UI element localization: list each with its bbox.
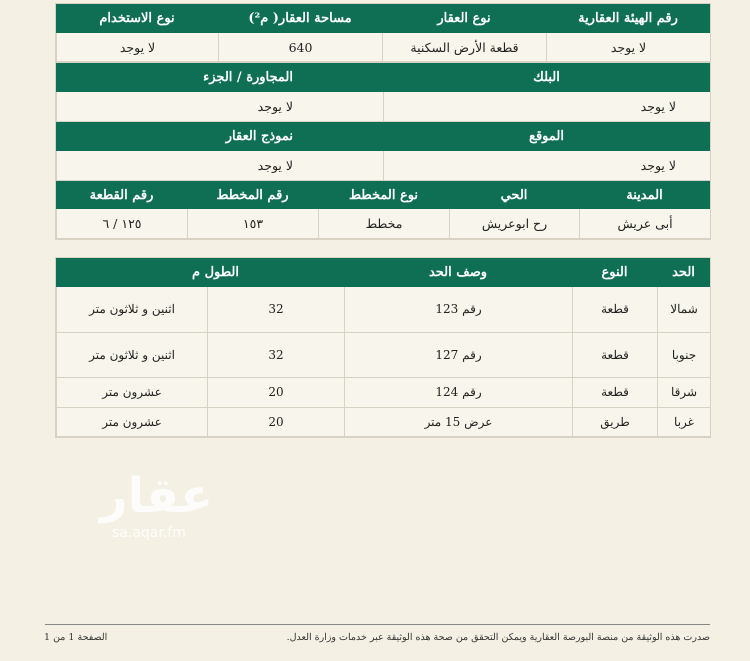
header-plan-type: نوع المخطط (318, 181, 449, 209)
header-area: مساحة العقار( م²) (218, 4, 382, 33)
value-plan-number: ١٥٣ (187, 209, 318, 239)
cell-description: رقم 127 (344, 333, 572, 378)
watermark-logo: عقار (100, 468, 213, 524)
header-description: وصف الحد (344, 258, 572, 287)
cell-length: 20 (207, 378, 344, 408)
header-side: الحد (657, 258, 710, 287)
cell-description: رقم 123 (344, 287, 572, 333)
value-property-id: لا يوجد (546, 33, 710, 62)
value-usage-type: لا يوجد (56, 33, 218, 62)
header-property-model: نموذج العقار (56, 122, 383, 151)
value-site: لا يوجد (383, 151, 710, 181)
watermark-url: sa.aqar.fm (112, 525, 186, 541)
cell-description: عرض 15 متر (344, 408, 572, 437)
cell-length-words: عشرون متر (56, 378, 207, 408)
cell-length-words: عشرون متر (56, 408, 207, 437)
cell-type: طريق (572, 408, 657, 437)
value-district: رح ابوعريش (449, 209, 579, 239)
location-table (55, 180, 711, 240)
cell-type: قطعة (572, 287, 657, 333)
value-plan-type: مخطط (318, 209, 449, 239)
block-table (55, 62, 711, 182)
cell-length: 32 (207, 287, 344, 333)
header-plot-number: رقم القطعة (56, 181, 187, 209)
header-length: الطول م (56, 258, 344, 287)
header-property-type: نوع العقار (382, 4, 546, 33)
header-district: الحي (449, 181, 579, 209)
cell-description: رقم 124 (344, 378, 572, 408)
value-city: أبى عريش (579, 209, 710, 239)
cell-length-words: اثنين و ثلاثون متر (56, 287, 207, 333)
header-block: البلك (383, 63, 710, 92)
value-plot-number: ١٢٥ / ٦ (56, 209, 187, 239)
header-type: النوع (572, 258, 657, 287)
property-info-table (55, 3, 711, 63)
page-number: الصفحة 1 من 1 (44, 632, 108, 643)
value-property-type: قطعة الأرض السكنية (382, 33, 546, 62)
cell-side: شرقا (657, 378, 710, 408)
value-property-model: لا يوجد (56, 151, 383, 181)
cell-side: جنوبا (657, 333, 710, 378)
cell-type: قطعة (572, 378, 657, 408)
value-neighborhood-part: لا يوجد (56, 92, 383, 122)
header-site: الموقع (383, 122, 710, 151)
footer-divider (45, 624, 710, 625)
cell-length: 32 (207, 333, 344, 378)
cell-type: قطعة (572, 333, 657, 378)
header-neighborhood-part: المجاورة / الجزء (56, 63, 383, 92)
header-plan-number: رقم المخطط (187, 181, 318, 209)
value-block: لا يوجد (383, 92, 710, 122)
cell-side: شمالا (657, 287, 710, 333)
header-property-id: رقم الهيئة العقارية (546, 4, 710, 33)
cell-length: 20 (207, 408, 344, 437)
header-city: المدينة (579, 181, 710, 209)
header-usage-type: نوع الاستخدام (56, 4, 218, 33)
cell-length-words: اثنين و ثلاثون متر (56, 333, 207, 378)
footer-note: صدرت هذه الوثيقة من منصة البورصة العقارية ويمكن التحقق من صحة هذه الوثيقة عبر خدمات وزارة العدل. (286, 632, 710, 643)
value-area: 640 (218, 33, 382, 62)
cell-side: غربا (657, 408, 710, 437)
boundaries-table (55, 257, 711, 438)
